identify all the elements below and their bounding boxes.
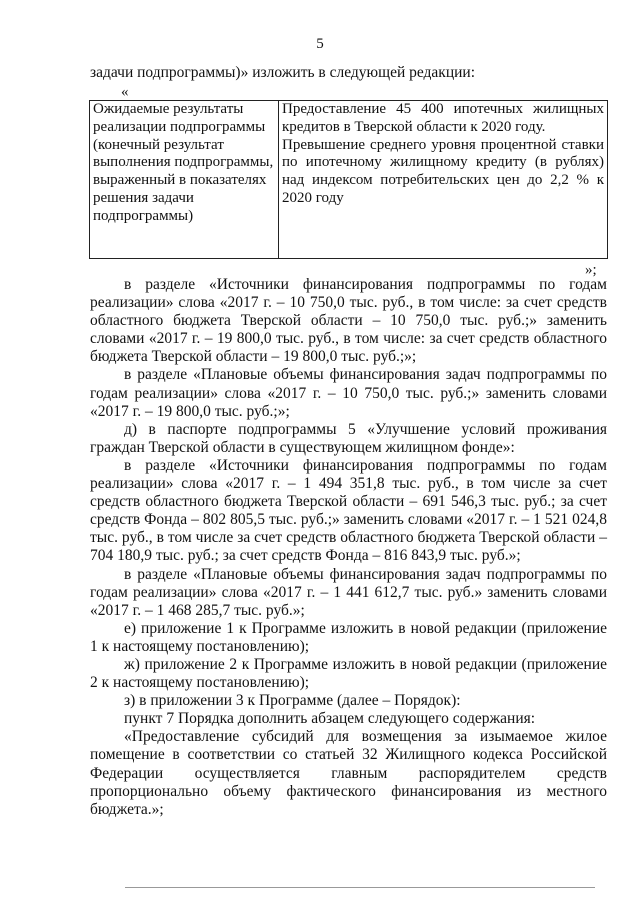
paragraph: «Предоставление субсидий для возмещения за изымаемое жилое помещение в соответствии со статьей 32 Жилищного кодекса Российской Федерации осуществляется главным распорядителем средств пропорционально объему фактического финансирования из местного бюджета.»; <box>90 728 607 818</box>
paragraph: ж) приложение 2 к Программе изложить в новой редакции (приложение 2 к настоящему постановлению); <box>90 655 607 692</box>
table-row <box>90 101 608 259</box>
paragraph: пункт 7 Порядка дополнить абзацем следующего содержания: <box>124 710 536 728</box>
table-content-paragraph-2: Превышение среднего уровня процентной ставки по ипотечному жилищному кредиту (в рублях) над индексом потребительских цен до 2,2 % к 2020 году <box>282 136 604 206</box>
quote-open-mark: « <box>121 84 129 100</box>
footer-divider <box>125 887 595 888</box>
table-cell-label: Ожидаемые результаты реализации подпрограммы (конечный результат выполнения подпрограммы, выраженный в показателях решения задачи подпрограммы) <box>90 101 279 259</box>
table-cell-content <box>279 101 608 259</box>
table-content-paragraph-1: Предоставление 45 400 ипотечных жилищных кредитов в Тверской области к 2020 году. <box>282 101 604 135</box>
document-body <box>90 276 607 819</box>
page-number: 5 <box>316 36 324 52</box>
quote-close-mark: »; <box>585 262 597 278</box>
lead-line: задачи подпрограммы)» изложить в следующей редакции: <box>90 64 476 81</box>
paragraph: д) в паспорте подпрограммы 5 «Улучшение условий проживания граждан Тверской области в существующем жилищном фонде»: <box>90 420 607 456</box>
paragraph: в разделе «Источники финансирования подпрограммы по годам реализации» слова «2017 г. – 1 494 351,8 тыс. руб., в том числе за счет средств областного бюджета Тверской области – 691 546,3 тыс. руб.; за счет средств Фонда – 802 805,5 тыс. руб.;» заменить словами «2017 г. – 1 521 024,8 тыс. руб., в том числе за счет средств областного бюджета Тверской области – 704 180,9 тыс. руб.; за счет средств Фонда – 816 843,9 тыс. руб.»; <box>90 456 607 565</box>
paragraph: в разделе «Плановые объемы финансирования задач подпрограммы по годам реализации» слова «2017 г. – 1 441 612,7 тыс. руб.» заменить словами «2017 г. – 1 468 285,7 тыс. руб.»; <box>90 565 607 619</box>
paragraph: е) приложение 1 к Программе изложить в новой редакции (приложение 1 к настоящему постановлению); <box>90 619 607 655</box>
expected-results-table <box>89 100 608 259</box>
paragraph: в разделе «Источники финансирования подпрограммы по годам реализации» слова «2017 г. – 10 750,0 тыс. руб., в том числе: за счет средств областного бюджета Тверской области – 10 750,0 тыс. руб.;» заменить словами «2017 г. – 19 800,0 тыс. руб., в том числе: за счет средств областного бюджета Тверской области – 19 800,0 тыс. руб.;»; <box>90 276 607 366</box>
paragraph: в разделе «Плановые объемы финансирования задач подпрограммы по годам реализации» слова «2017 г. – 10 750,0 тыс. руб.;» заменить словами «2017 г. – 19 800,0 тыс. руб.;»; <box>90 366 607 420</box>
paragraph: з) в приложении 3 к Программе (далее – Порядок): <box>124 692 461 710</box>
